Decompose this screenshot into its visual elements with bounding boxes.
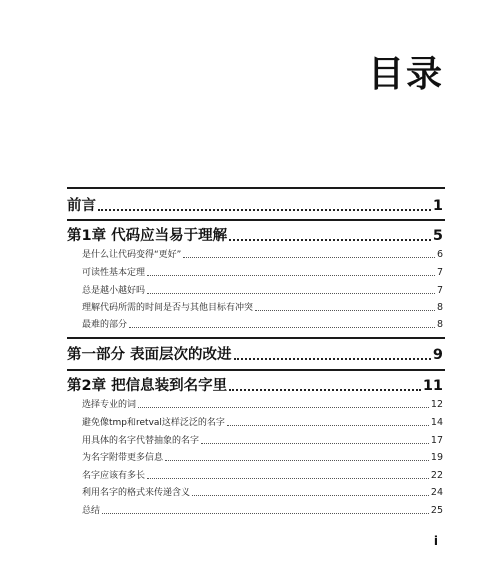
section-rule (67, 369, 445, 371)
toc-subentry (82, 415, 443, 428)
dot-leader (229, 389, 421, 391)
dot-leader (147, 478, 429, 479)
toc-subentry (82, 300, 443, 313)
toc-subentry (82, 468, 443, 481)
dot-leader (98, 209, 431, 211)
dot-leader (183, 257, 435, 258)
toc-subentry (82, 283, 443, 296)
toc-subentry-label: 理解代码所需的时间是否与其他目标有冲突 (82, 303, 254, 313)
dot-leader (255, 310, 435, 311)
toc-subentry (82, 503, 443, 516)
toc-subentry-label: 名字应该有多长 (82, 471, 146, 481)
toc-subentry-label: 利用名字的格式来传递含义 (82, 488, 191, 498)
toc-subentry-page: 6 (436, 249, 443, 260)
toc-subentry-label: 用具体的名字代替抽象的名字 (82, 436, 200, 446)
dot-leader (229, 239, 431, 241)
toc-subentry-label: 最难的部分 (82, 320, 128, 330)
toc-subentry-label: 选择专业的词 (82, 400, 137, 410)
toc-entry-page: 5 (432, 228, 443, 244)
toc-subentry (82, 317, 443, 330)
toc-subentry-label: 为名字附带更多信息 (82, 453, 164, 463)
toc-subentry-page: 17 (430, 435, 443, 446)
dot-leader (234, 358, 431, 360)
dot-leader (129, 327, 435, 328)
toc-subentry (82, 433, 443, 446)
toc-subentry (82, 397, 443, 410)
toc-entry-part-1 (67, 343, 443, 364)
toc-subentry-label: 可读性基本定理 (82, 268, 146, 278)
toc-entry-page: 1 (432, 198, 443, 214)
toc-subentry-page: 7 (436, 285, 443, 296)
dot-leader (227, 425, 429, 426)
toc-entry-label: 第一部分 表面层次的改进 (67, 347, 232, 363)
toc-entry-label: 第2章 把信息装到名字里 (67, 378, 228, 394)
toc-entry-page: 11 (422, 378, 443, 394)
toc-entry-chapter-1 (67, 224, 443, 245)
toc-subentry (82, 247, 443, 260)
section-rule (67, 337, 445, 339)
toc-subentry (82, 450, 443, 463)
toc-subentry-page: 25 (430, 505, 443, 516)
toc-subentry (82, 265, 443, 278)
dot-leader (147, 275, 435, 276)
toc-entry-page: 9 (432, 347, 443, 363)
toc-entry-preface (67, 194, 443, 215)
section-rule (67, 219, 445, 221)
dot-leader (138, 407, 429, 408)
toc-subentry-page: 12 (430, 399, 443, 410)
toc-entry-label: 前言 (67, 198, 96, 214)
page-title: 目录 (367, 54, 444, 95)
toc-subentry-page: 8 (436, 302, 443, 313)
toc-subentry-page: 19 (430, 452, 443, 463)
toc-subentry-label: 总结 (82, 506, 101, 516)
dot-leader (165, 460, 429, 461)
toc-subentry-page: 14 (430, 417, 443, 428)
toc-entry-label: 第1章 代码应当易于理解 (67, 228, 228, 244)
page-folio: i (433, 534, 438, 548)
section-rule (67, 187, 445, 189)
toc-subentry-page: 24 (430, 487, 443, 498)
toc-subentry-label: 避免像tmp和retval这样泛泛的名字 (82, 418, 225, 428)
toc-entry-chapter-2 (67, 374, 443, 395)
toc-subentry-page: 8 (436, 319, 443, 330)
dot-leader (102, 513, 429, 514)
toc-subentry (82, 485, 443, 498)
toc-subentry-page: 7 (436, 267, 443, 278)
toc-subentry-page: 22 (430, 470, 443, 481)
dot-leader (201, 443, 429, 444)
dot-leader (192, 495, 429, 496)
toc-subentry-label: 是什么让代码变得“更好” (82, 250, 182, 260)
toc-subentry-label: 总是越小越好吗 (82, 286, 146, 296)
dot-leader (147, 293, 435, 294)
